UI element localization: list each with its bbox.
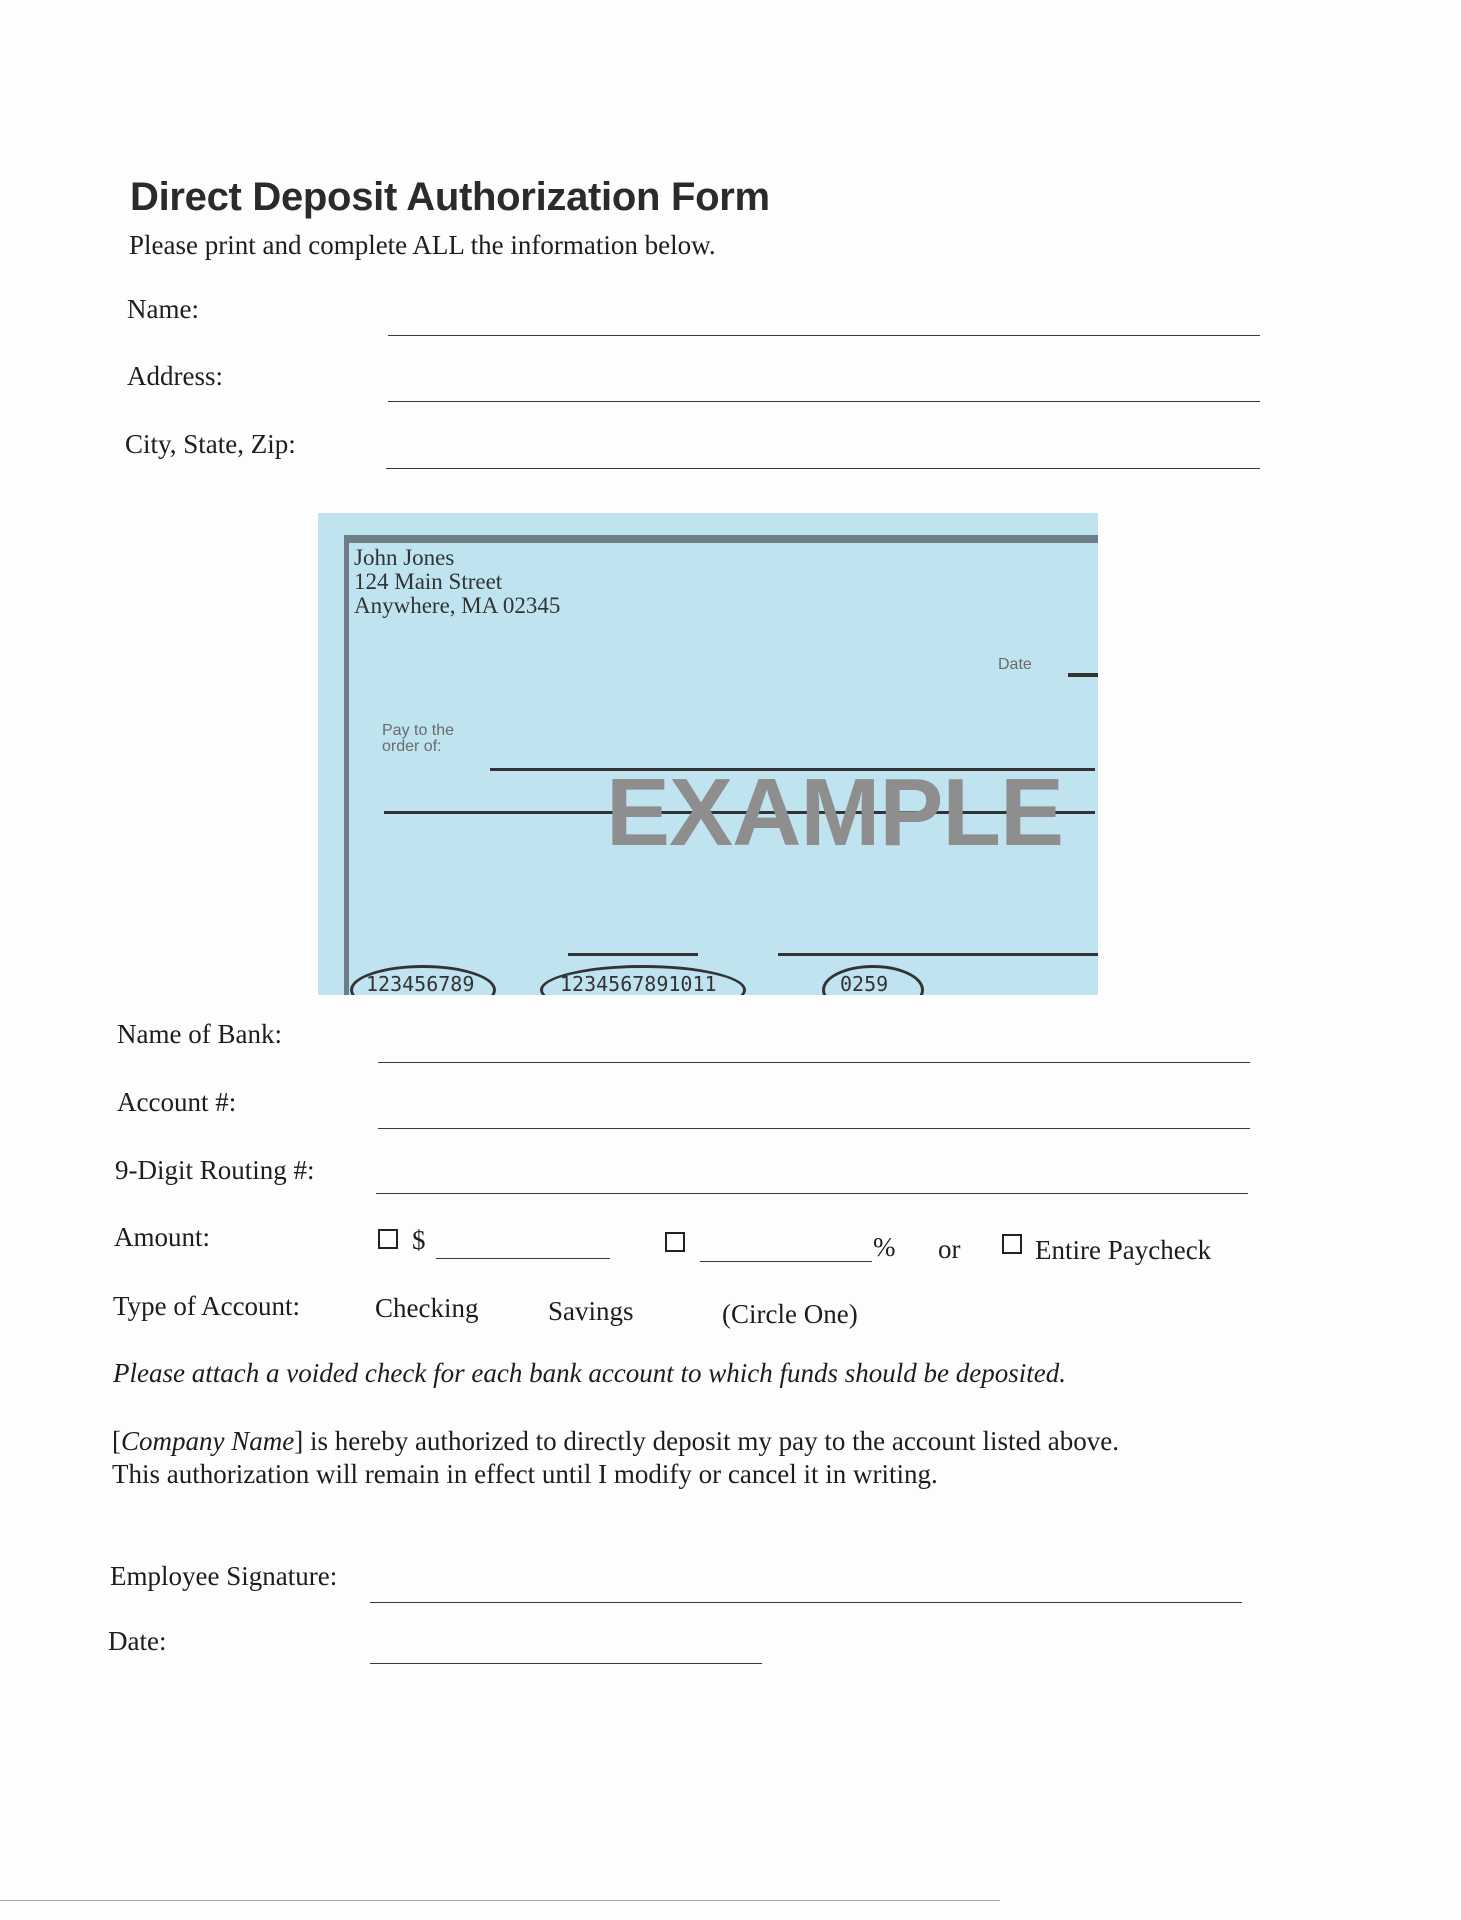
name-input-line[interactable] <box>388 335 1260 336</box>
check-pay-to-label-1: Pay to the <box>382 722 455 739</box>
check-payer-street: 124 Main Street <box>354 569 503 594</box>
authorization-line-2: This authorization will remain in effect until I modify or cancel it in writing. <box>112 1459 938 1489</box>
address-label: Address: <box>127 361 223 391</box>
check-number: 0259 <box>840 972 889 995</box>
authorization-line-1: [Company Name] is hereby authorized to directly deposit my pay to the account listed above. <box>112 1426 1119 1456</box>
check-payer-name: John Jones <box>354 545 455 570</box>
employee-signature-input-line[interactable] <box>370 1602 1242 1603</box>
sample-check-image <box>318 513 1098 995</box>
bank-name-label: Name of Bank: <box>117 1019 282 1049</box>
address-input-line[interactable] <box>388 401 1260 402</box>
form-title: Direct Deposit Authorization Form <box>130 175 770 219</box>
city-state-zip-label: City, State, Zip: <box>125 429 296 459</box>
entire-paycheck-label: Entire Paycheck <box>1035 1235 1212 1265</box>
checking-option[interactable]: Checking <box>375 1293 479 1323</box>
account-number-input-line[interactable] <box>378 1128 1250 1129</box>
percent-amount-input-line[interactable] <box>700 1261 872 1262</box>
check-payer-city: Anywhere, MA 02345 <box>354 593 561 618</box>
routing-number-input-line[interactable] <box>376 1193 1248 1194</box>
check-pay-to-label-2: order of: <box>382 738 442 755</box>
form-instructions: Please print and complete ALL the information below. <box>129 230 716 260</box>
scan-edge-line <box>0 1900 1000 1901</box>
savings-option[interactable]: Savings <box>548 1296 634 1326</box>
routing-number-label: 9-Digit Routing #: <box>115 1155 315 1185</box>
dollar-sign: $ <box>412 1225 426 1255</box>
check-routing-number: 123456789 <box>366 972 475 995</box>
check-signature-line <box>778 953 1098 956</box>
or-text: or <box>938 1234 961 1264</box>
bank-name-input-line[interactable] <box>378 1062 1250 1063</box>
company-name-placeholder: Company Name <box>121 1426 295 1456</box>
amount-label: Amount: <box>114 1222 211 1252</box>
date-input-line[interactable] <box>370 1663 762 1664</box>
employee-signature-label: Employee Signature: <box>110 1561 338 1591</box>
entire-paycheck-checkbox[interactable] <box>1002 1234 1022 1254</box>
attach-voided-check-note: Please attach a voided check for each bank account to which funds should be deposited. <box>113 1358 1067 1388</box>
date-label: Date: <box>108 1626 167 1656</box>
type-of-account-label: Type of Account: <box>113 1291 301 1321</box>
check-date-line <box>1068 673 1098 677</box>
account-number-label: Account #: <box>117 1087 237 1117</box>
check-account-number: 1234567891011 <box>560 972 717 995</box>
authorization-line-1-text: is hereby authorized to directly deposit my pay to the account listed above. <box>303 1426 1119 1456</box>
city-state-zip-input-line[interactable] <box>386 468 1260 469</box>
dollar-amount-checkbox[interactable] <box>378 1229 398 1249</box>
check-example-watermark: EXAMPLE <box>606 759 1064 866</box>
dollar-amount-input-line[interactable] <box>436 1258 610 1259</box>
percent-sign: % <box>873 1232 896 1262</box>
check-memo-line <box>568 953 698 956</box>
check-date-label: Date <box>998 656 1032 673</box>
circle-one-hint: (Circle One) <box>722 1299 858 1329</box>
name-label: Name: <box>127 294 199 324</box>
percent-amount-checkbox[interactable] <box>665 1232 685 1252</box>
